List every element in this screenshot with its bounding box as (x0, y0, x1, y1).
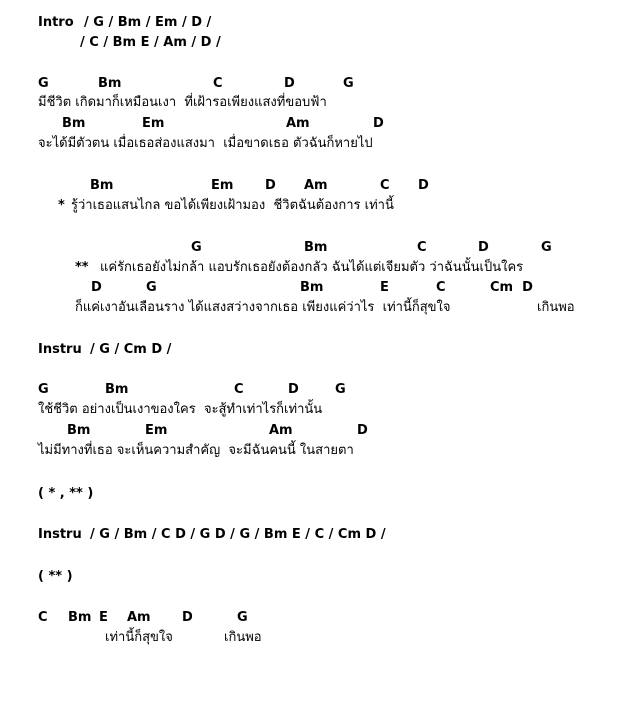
intro-line-2 (38, 35, 221, 51)
repeat-marker-1: ( * , ** ) (38, 486, 94, 501)
chorus-lyric-line-1 (75, 260, 524, 276)
chord: Bm (90, 178, 114, 193)
chord: D (288, 382, 299, 397)
instru-line-2 (38, 527, 386, 543)
instru-line-1 (38, 342, 172, 358)
intro-chords-2: / C / Bm E / Am / D / (80, 35, 221, 50)
pre-chorus-chord-row (38, 178, 429, 194)
chord: Am (127, 610, 151, 625)
ending-lyric-tail: เกินพอ (224, 630, 262, 645)
intro-chords-1: / G / Bm / Em / D / (84, 15, 212, 30)
chord: Bm (98, 76, 122, 91)
instru-label: Instru (38, 342, 82, 357)
chorus-lyric-2: ก็แค่เงาอันเลือนราง ได้แสงสว่างจากเธอ เพียงแค่ว่าไร เท่านี้ก็สุขใจ (75, 300, 451, 315)
chord: Em (211, 178, 234, 193)
chord: D (418, 178, 429, 193)
verse2-lyric-2: ไม่มีทางที่เธอ จะเห็นความสำคัญ จะมีฉันคนนี้ ในสายตา (38, 443, 354, 458)
chord: D (357, 423, 368, 438)
chorus-chord-row-2 (38, 280, 533, 296)
chord: G (38, 76, 49, 91)
section-marker: ** (75, 260, 89, 275)
chord: Am (269, 423, 293, 438)
chord: C (380, 178, 390, 193)
chord: Em (145, 423, 168, 438)
chord: E (99, 610, 108, 625)
chord: C (213, 76, 223, 91)
chord: G (191, 240, 202, 255)
chord: D (91, 280, 102, 295)
ending-lyric: เท่านี้ก็สุขใจ (105, 630, 173, 645)
chord: Bm (304, 240, 328, 255)
chord: Em (142, 116, 165, 131)
chord: Am (286, 116, 310, 131)
instru-chords: / G / Bm / C D / G D / G / Bm E / C / Cm D / (90, 527, 386, 542)
chord: D (373, 116, 384, 131)
chord: E (380, 280, 389, 295)
repeat-marker-2: ( ** ) (38, 569, 73, 584)
intro-line-1 (38, 15, 212, 31)
verse1-lyric-1: มีชีวิต เกิดมาก็เหมือนเงา ที่เฝ้ารอเพียงแสงที่ขอบฟ้า (38, 95, 327, 110)
chord: Bm (67, 423, 91, 438)
chord: Bm (300, 280, 324, 295)
chord: Bm (105, 382, 129, 397)
chord: C (234, 382, 244, 397)
chord: G (541, 240, 552, 255)
chord: G (343, 76, 354, 91)
chord: D (284, 76, 295, 91)
chord: C (436, 280, 446, 295)
instru-chords: / G / Cm D / (90, 342, 172, 357)
chord: G (146, 280, 157, 295)
ending-chord-row (38, 610, 248, 626)
chord: G (237, 610, 248, 625)
pre-chorus-lyric-line (58, 198, 394, 214)
chord: G (335, 382, 346, 397)
verse1-lyric-2: จะได้มีตัวตน เมื่อเธอส่องแสงมา เมื่อขาดเธอ ตัวฉันก็หายไป (38, 136, 373, 151)
chord: D (265, 178, 276, 193)
ending-lyric-line (38, 630, 262, 646)
chorus-chord-row-1 (38, 240, 552, 256)
chord: G (38, 382, 49, 397)
instru-label: Instru (38, 527, 82, 542)
chord: Am (304, 178, 328, 193)
chorus-lyric-1: แค่รักเธอยังไม่กล้า แอบรักเธอยังต้องกลัว ฉันได้แต่เจียมตัว ว่าฉันนั้นเป็นใคร (100, 260, 524, 275)
chorus-lyric-line-2 (75, 300, 575, 316)
verse2-chord-row-1 (38, 382, 346, 398)
pre-chorus-lyric: รู้ว่าเธอแสนไกล ขอได้เพียงเฝ้ามอง ชีวิตฉันต้องการ เท่านี้ (71, 198, 394, 213)
verse1-chord-row-1 (38, 76, 354, 92)
verse2-chord-row-2 (38, 423, 368, 439)
chord: C (38, 610, 48, 625)
verse2-lyric-1: ใช้ชีวิต อย่างเป็นเงาของใคร จะสู้ทำเท่าไรก็เท่านั้น (38, 402, 323, 417)
chord: D (478, 240, 489, 255)
chord: D (182, 610, 193, 625)
chord: Cm D (490, 280, 533, 295)
chord: Bm (68, 610, 92, 625)
verse1-chord-row-2 (38, 116, 384, 132)
chord: C (417, 240, 427, 255)
chord: Bm (62, 116, 86, 131)
chorus-lyric-2-tail: เกินพอ (537, 300, 575, 315)
intro-label: Intro (38, 15, 74, 30)
section-marker: * (58, 198, 65, 213)
